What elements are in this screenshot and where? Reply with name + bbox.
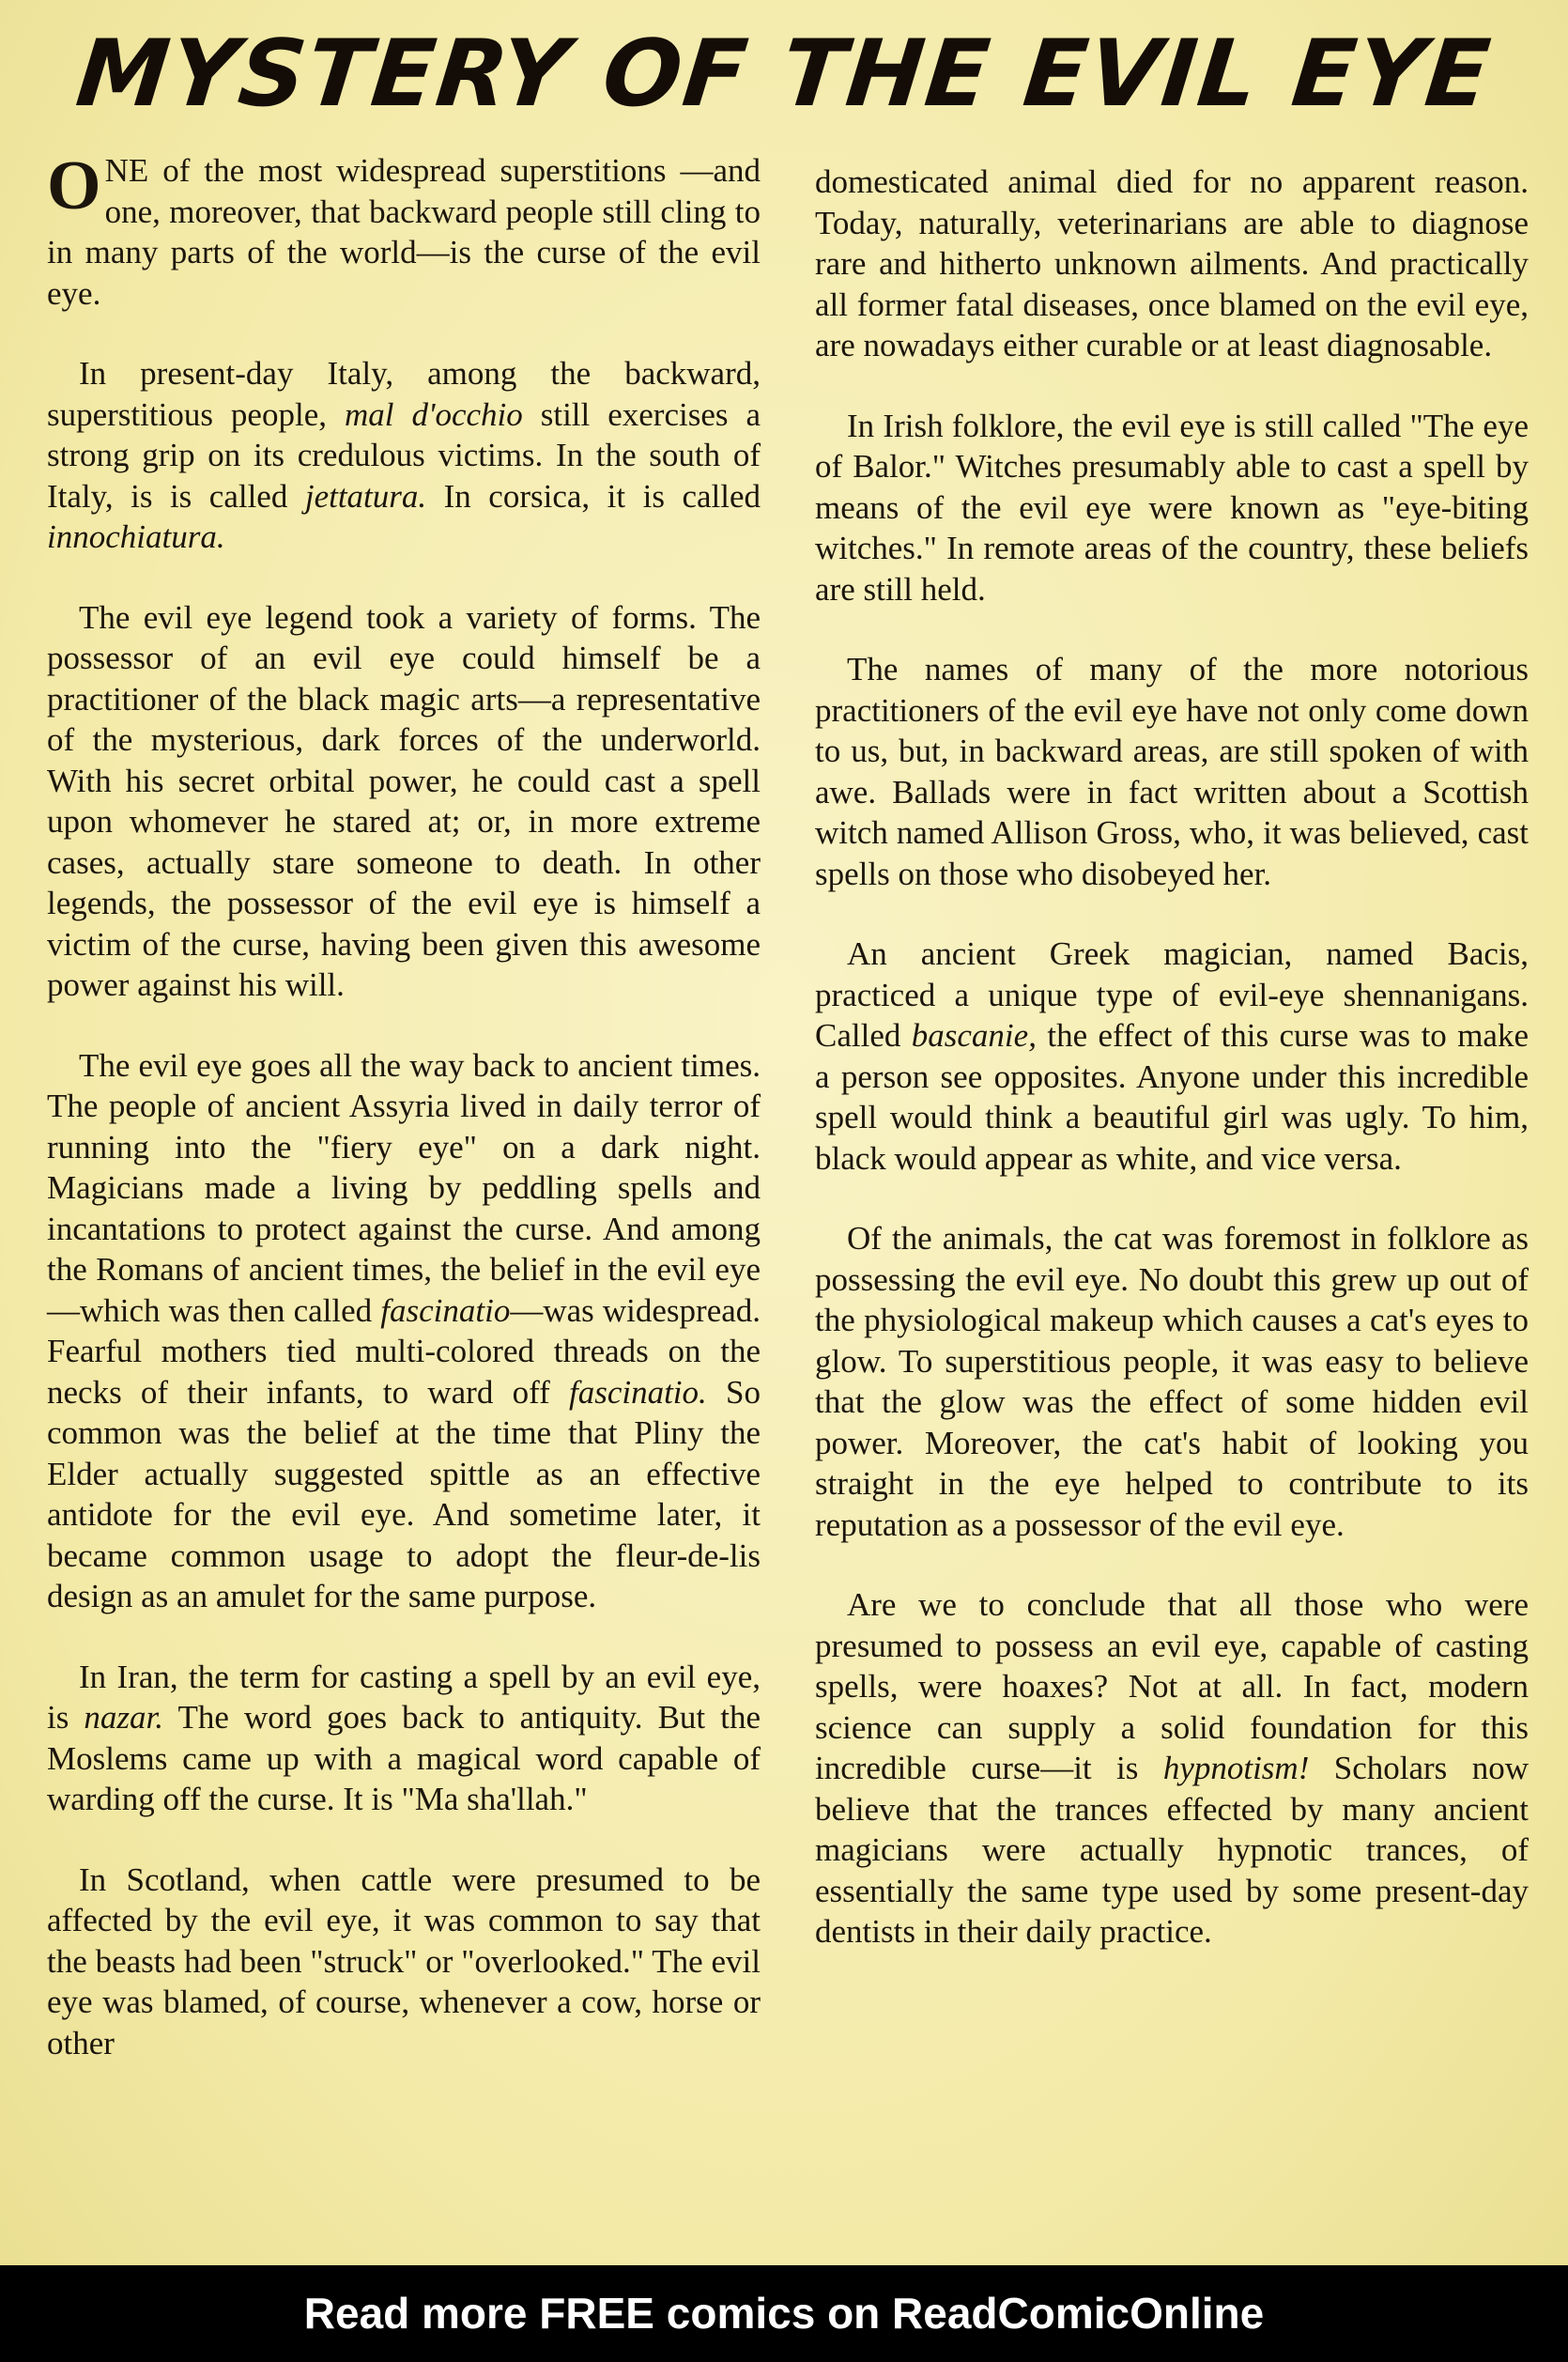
paragraph (815, 934, 1529, 1179)
italic-term: jettatura. (304, 477, 427, 515)
italic-term: fascinatio. (568, 1373, 707, 1411)
paragraph-text: still exercises a strong grip on its credulous victims. In the south of Italy, is is called (47, 395, 761, 515)
italic-term: nazar. (84, 1699, 164, 1736)
page-title: MYSTERY OF THE EVIL EYE (71, 21, 1497, 128)
italic-term: fascinatio (380, 1291, 511, 1329)
italic-term: innochiatura. (47, 518, 225, 555)
paragraph: The evil eye legend took a variety of forms. The possessor of an evil eye could himself be a practitioner of the black magic arts—a representative of the mysterious, dark forces of the underworld. With his secret orbital power, he could cast a spell upon whomever he stared at; or, in more extreme cases, actually stare someone to death. In other legends, the possessor of the evil eye is himself a victim of the curse, having been given this awesome power against his will. (47, 598, 761, 1003)
paragraph-text: of the most widespread superstitions —and one, moreover, that backward people still cling to in many parts of the world—is the curse of the evil eye. (47, 152, 761, 312)
paragraph-text: An ancient Greek magician, named Bacis, practiced a unique type of evil-eye shennanigans. Called (815, 935, 1529, 1054)
paragraph-text: —was widespread. Fearful mothers tied multi-colored threads on the necks of their infants, to ward off (47, 1291, 761, 1411)
footer-banner[interactable]: Read more FREE comics on ReadComicOnline (0, 2265, 1568, 2362)
paragraph-text: The word goes back to antiquity. But the Moslems came up with a magical word capable of warding off the curse. It is "Ma sha'llah." (47, 1699, 761, 1817)
paragraph: Of the animals, the cat was foremost in folklore as possessing the evil eye. No doubt this grew up out of the physiological makeup which causes a cat's eyes to glow. To superstitious people, it was easy to believe that the glow was the effect of some hidden evil power. Moreover, the cat's habit of looking you straight in the eye helped to contribute to its reputation as a possessor of the evil eye. (815, 1220, 1529, 1543)
paragraph-text: the effect of this curse was to make a person see opposites. Anyone under this incredible spell would think a beautiful girl was ugly. To him, black would appear as white, and vice versa. (815, 1017, 1529, 1177)
drop-cap: O (47, 147, 101, 224)
paragraph-text: In Iran, the term for casting a spell by an evil eye, is (47, 1658, 761, 1736)
paragraph (47, 353, 761, 558)
paragraph-text: Are we to conclude that all those who were presumed to possess an evil eye, capable of casting spells, were hoaxes? Not at all. In fact, modern science can supply a solid foundation for this incredible curse—it is (815, 1586, 1529, 1786)
paragraph: The names of many of the more notorious practitioners of the evil eye have not only come down to us, but, in backward areas, are still spoken of with awe. Ballads were in fact written about a Scottish witch named Allison Gross, who, it was believed, cast spells on those who disobeyed her. (815, 651, 1529, 892)
right-column (815, 162, 1529, 1992)
paragraph (47, 1657, 761, 1820)
paragraph-text: In present-day Italy, among the backward, superstitious people, (47, 355, 761, 433)
paragraph-text: Scholars now believe that the trances effected by many ancient magicians were actually hypnotic trances, of essentially the same type used by some present-day dentists in their daily practice. (815, 1750, 1529, 1950)
paragraph: In Scotland, when cattle were presumed to be affected by the evil eye, it was common to say that the beasts had been "struck" or "overlooked." The evil eye was blamed, of course, whenever a cow, horse or other (47, 1860, 761, 2061)
left-column (47, 147, 761, 2103)
paragraph (47, 1045, 761, 1617)
paragraph-text: So common was the belief at the time that Pliny the Elder actually suggested spittle as an effective antidote for the evil eye. And sometime later, it became common usage to adopt the fleur-de-lis design as an amulet for the same purpose. (47, 1373, 761, 1614)
italic-term: hypnotism! (1162, 1750, 1310, 1786)
paragraph: In Irish folklore, the evil eye is still called "The eye of Balor." Witches presumably able to cast a spell by means of the evil eye were known as "eye-biting witches." In remote areas of the country, these beliefs are still held. (815, 407, 1529, 608)
italic-term: mal d'occhio (344, 395, 523, 433)
paragraph-text: In corsica, it is called (426, 477, 761, 515)
paragraph: domesticated animal died for no apparent reason. Today, naturally, veterinarians are able to diagnose rare and hitherto unknown ailments. And practically all former fatal diseases, once blamed on the evil eye, are nowadays either curable or at least diagnosable. (815, 163, 1529, 363)
paragraph (47, 147, 761, 314)
italic-term: bascanie, (911, 1017, 1037, 1054)
paragraph-text: The evil eye goes all the way back to ancient times. The people of ancient Assyria lived in daily terror of running into the "fiery eye" on a dark night. Magicians made a living by peddling spells and incantations to protect against the curse. And among the Romans of ancient times, the belief in the evil eye—which was then called (47, 1046, 761, 1329)
paragraph (815, 1584, 1529, 1953)
lead-word: NE (104, 152, 149, 189)
